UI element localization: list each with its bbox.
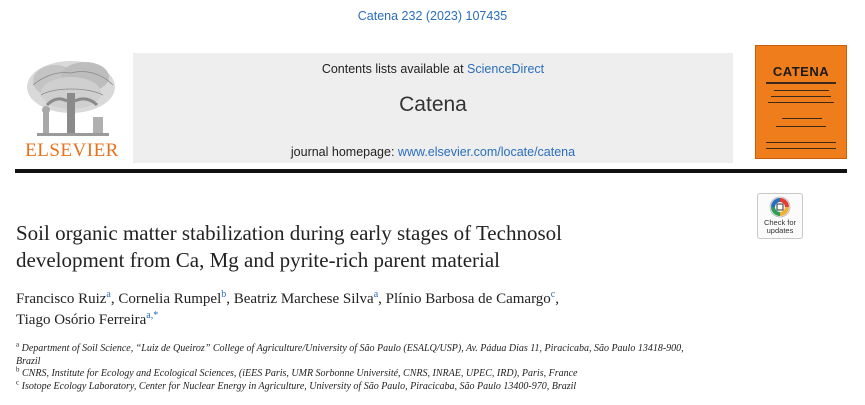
author-affiliation-marker[interactable]: a — [373, 289, 379, 300]
author-separator: , — [226, 291, 234, 307]
cover-divider — [774, 90, 829, 91]
check-updates-line1: Check for — [763, 218, 797, 227]
check-updates-label — [758, 219, 802, 235]
affiliation-text: CNRS, Institute for Ecology and Ecological Sciences, (iEES Paris, UMR Sorbonne Université, CNRS, INRAE, UPEC, IRD), Paris, France — [22, 368, 578, 379]
affiliation-label: c — [16, 378, 20, 387]
journal-header — [0, 45, 865, 163]
cover-divider — [782, 118, 822, 119]
affiliation-text: Isotope Ecology Laboratory, Center for Nuclear Energy in Agriculture, University of São Paulo, Piracicaba, São Paulo 13400-970, Brazil — [21, 380, 577, 392]
contents-available-line — [133, 62, 733, 76]
affiliation-text: Department of Soil Science, “Luiz de Queiroz” College of Agriculture/University of São Paulo (ESALQ/USP), Av. Pádua Dias 11, Piracicaba, São Paulo 13418-900, — [21, 343, 684, 354]
homepage-prefix: journal homepage: — [290, 145, 398, 159]
cover-divider — [771, 96, 831, 97]
affiliation-list — [16, 340, 756, 393]
article-title-line2: development from Ca, Mg and pyrite-rich parent material — [16, 248, 500, 272]
journal-homepage-line — [133, 145, 733, 159]
affiliation-text: Brazil — [16, 355, 41, 367]
journal-homepage-link[interactable]: www.elsevier.com/locate/catena — [397, 145, 576, 159]
article-title-line1: Soil organic matter stabilization during early stages of Technosol — [16, 221, 562, 245]
cover-divider — [766, 148, 836, 149]
check-updates-line2: updates — [766, 226, 794, 235]
article-title — [16, 220, 736, 274]
affiliation-label: b — [16, 365, 20, 374]
check-updates-icon — [758, 195, 802, 219]
cover-divider — [766, 142, 836, 143]
author-separator: , — [378, 291, 386, 307]
author-affiliation-marker[interactable]: c — [550, 289, 556, 300]
cover-divider — [776, 126, 826, 127]
journal-cover-thumbnail[interactable] — [755, 45, 847, 159]
author-name[interactable]: Francisco Ruiz — [16, 291, 107, 307]
cover-title: CATENA — [772, 64, 830, 79]
author-separator: , — [555, 291, 559, 307]
author-affiliation-marker[interactable]: b — [221, 289, 227, 300]
journal-title[interactable]: Catena — [399, 93, 467, 116]
check-for-updates-button[interactable] — [757, 193, 803, 239]
author-name[interactable]: Tiago Osório Ferreira — [16, 312, 147, 328]
sciencedirect-link[interactable]: ScienceDirect — [467, 62, 545, 76]
citation-line[interactable]: Catena 232 (2023) 107435 — [357, 9, 508, 23]
author-affiliation-marker[interactable]: a,* — [146, 310, 159, 321]
affiliation-item — [16, 365, 756, 381]
author-name[interactable]: Cornelia Rumpel — [118, 291, 222, 307]
author-name[interactable]: Beatriz Marchese Silva — [233, 291, 374, 307]
author-list — [16, 289, 756, 331]
contents-prefix: Contents lists available at — [321, 62, 468, 76]
affiliation-item — [16, 378, 756, 394]
cover-divider — [766, 82, 836, 84]
author-affiliation-marker[interactable]: a — [106, 289, 111, 300]
tree-icon — [15, 57, 127, 141]
affiliation-item — [16, 340, 756, 368]
publisher-name: ELSEVIER — [25, 140, 119, 161]
author-separator: , — [110, 291, 119, 307]
cover-divider — [768, 102, 834, 103]
affiliation-label: a — [16, 340, 20, 349]
author-name[interactable]: Plínio Barbosa de Camargo — [385, 291, 551, 307]
header-rule — [15, 169, 847, 173]
masthead-panel — [133, 53, 733, 163]
